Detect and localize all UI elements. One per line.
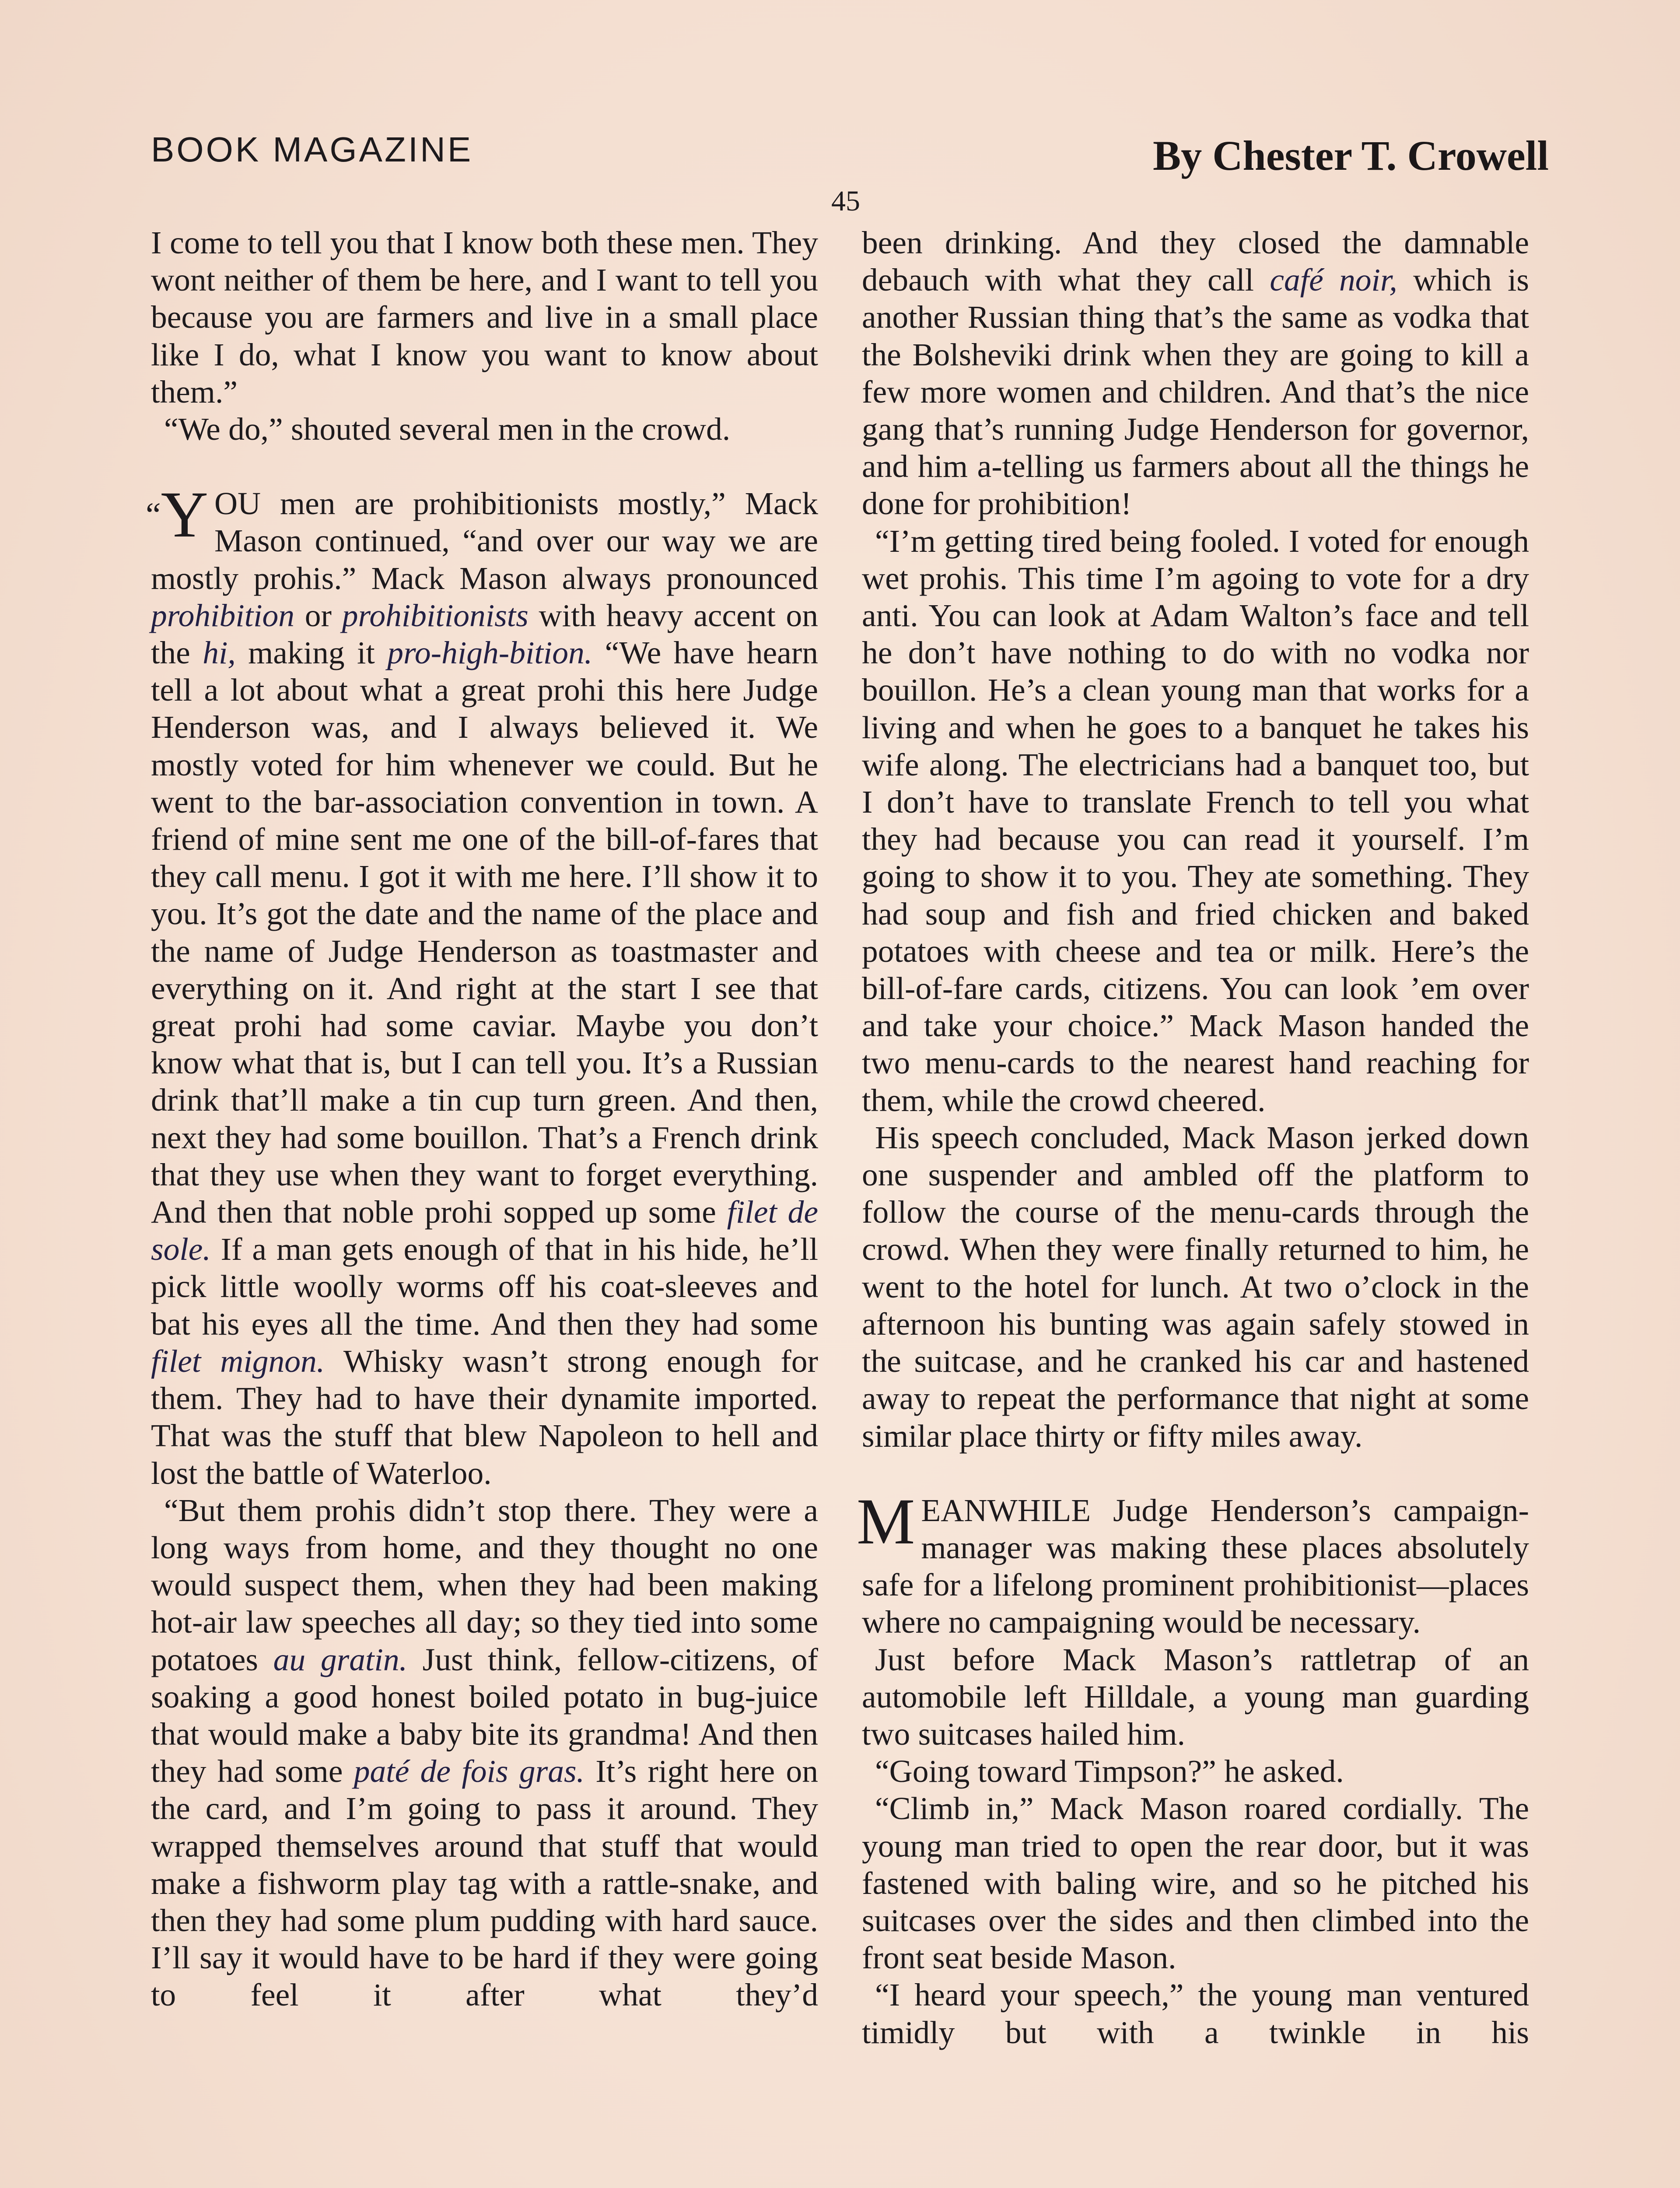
paragraph: “But them prohis didn’t stop there. They were a long ways from home, and they thought no one would suspect them, when they had been making hot-air law speeches all day; so they tied into some potatoes au gratin. Just think, fellow-citizens, of soaking a good honest boiled potato in bug-juice that would make a baby bite its grandma! And then they had some paté de fois gras. It’s right here on the card, and I’m going to pass it around. They wrapped themselves around that stuff that would make a fishworm play tag with a rattle-snake, and then they had some plum pudding with hard sauce. I’ll say it would have to be hard if they were going to feel it after what they’d [151,1492,818,2013]
right-column [857,224,1529,2051]
paragraph: “I’m getting tired being fooled. I voted for enough wet prohis. This time I’m agoing to vote for a dry anti. You can look at Adam Walton’s face and tell he don’t have nothing to do with no vodka nor bouillon. He’s a clean young man that works for a living and when he goes to a banquet he takes his wife along. The electricians had a banquet too, but I don’t have to translate French to tell you what they had because you can read it yourself. I’m going to show it to you. They ate something. They had soup and fish and fried chicken and baked potatoes with cheese and tea or milk. Here’s the bill-of-fare cards, citizens. You can look ’em over and take your choice.” Mack Mason handed the two menu-cards to the nearest hand reaching for them, while the crowd cheered. [862,523,1529,1118]
publication-title: BOOK MAGAZINE [151,130,473,169]
paragraph: “I heard your speech,” the young man ventured timidly but with a twinkle in his [862,1977,1529,2050]
left-column [146,224,818,2014]
paragraph: Just before Mack Mason’s rattletrap of an automobile left Hilldale, a young man guarding two suitcases hailed him. [862,1641,1529,1752]
paragraph-dropcap: “Y OU men are prohibitionists mostly,” Mack Mason continued, “and over our way we are mostly prohis.” Mack Mason always pronounced prohibition or prohibitionists with heavy accent on the hi, making it pro-high-bition. “We have hearn tell a lot about what a great prohi this here Judge Henderson was, and I always believed it. We mostly voted for him whenever we could. But he went to the bar-association convention in town. A friend of mine sent me one of the bill-of-fares that they call menu. I got it with me here. I’ll show it to you. It’s got the date and the name of the place and the name of Judge Henderson as toastmaster and everything on it. And right at the start I see that great prohi had some caviar. Maybe you don’t know what that is, but I can tell you. It’s a Russian drink that’ll make a tin cup turn green. And then, next they had some bouillon. That’s a French drink that they use when they want to forget everything. And then that noble prohi sopped up some filet de sole. If a man gets enough of that in his hide, he’ll pick little woolly worms off his coat-sleeves and bat his eyes all the time. And then they had some filet mignon. Whisky wasn’t strong enough for them. They had to have their dynamite imported. That was the stuff that blew Napoleon to hell and lost the battle of Waterloo. [146,478,818,1491]
paragraph: “We do,” shouted several men in the crowd. [164,411,731,447]
paragraph: been drinking. And they closed the damnable debauch with what they call café noir, which is another Russian thing that’s the same as vodka that the Bolsheviki drink when they are going to kill a few more women and children. And that’s the nice gang that’s running Judge Henderson for governor, and him a-telling us farmers about all the things he done for prohibition! [862,225,1529,522]
author-byline: By Chester T. Crowell [1153,132,1549,179]
paragraph: “Climb in,” Mack Mason roared cordially. The young man tried to open the rear door, but it was fastened with baling wire, and so he pitched his suitcases over the sides and then climbed into the front seat beside Mason. [862,1791,1529,1976]
page-number: 45 [831,185,860,217]
paragraph: His speech concluded, Mack Mason jerked down one suspender and ambled off the platform to follow the course of the menu-cards through the crowd. When they were finally returned to him, he went to the hotel for lunch. At two o’clock in the afternoon his bunting was again safely stowed in the suitcase, and he cranked his car and hastened away to repeat the performance that night at some similar place thirty or fifty miles away. [862,1119,1529,1454]
dropcap: M [857,1485,915,1558]
paragraph-dropcap: MEANWHILE Judge Henderson’s campaign-manager was making these places absolutely safe for a lifelong prominent prohibitionist—places where no campaigning would be necessary. [857,1485,1529,1640]
dropcap: “Y [146,478,208,551]
paragraph: “Going toward Timpson?” he asked. [875,1753,1344,1789]
paragraph: I come to tell you that I know both these men. They wont neither of them be here, and I want to tell you because you are farmers and live in a small place like I do, what I know you want to know about them.” [151,225,818,410]
